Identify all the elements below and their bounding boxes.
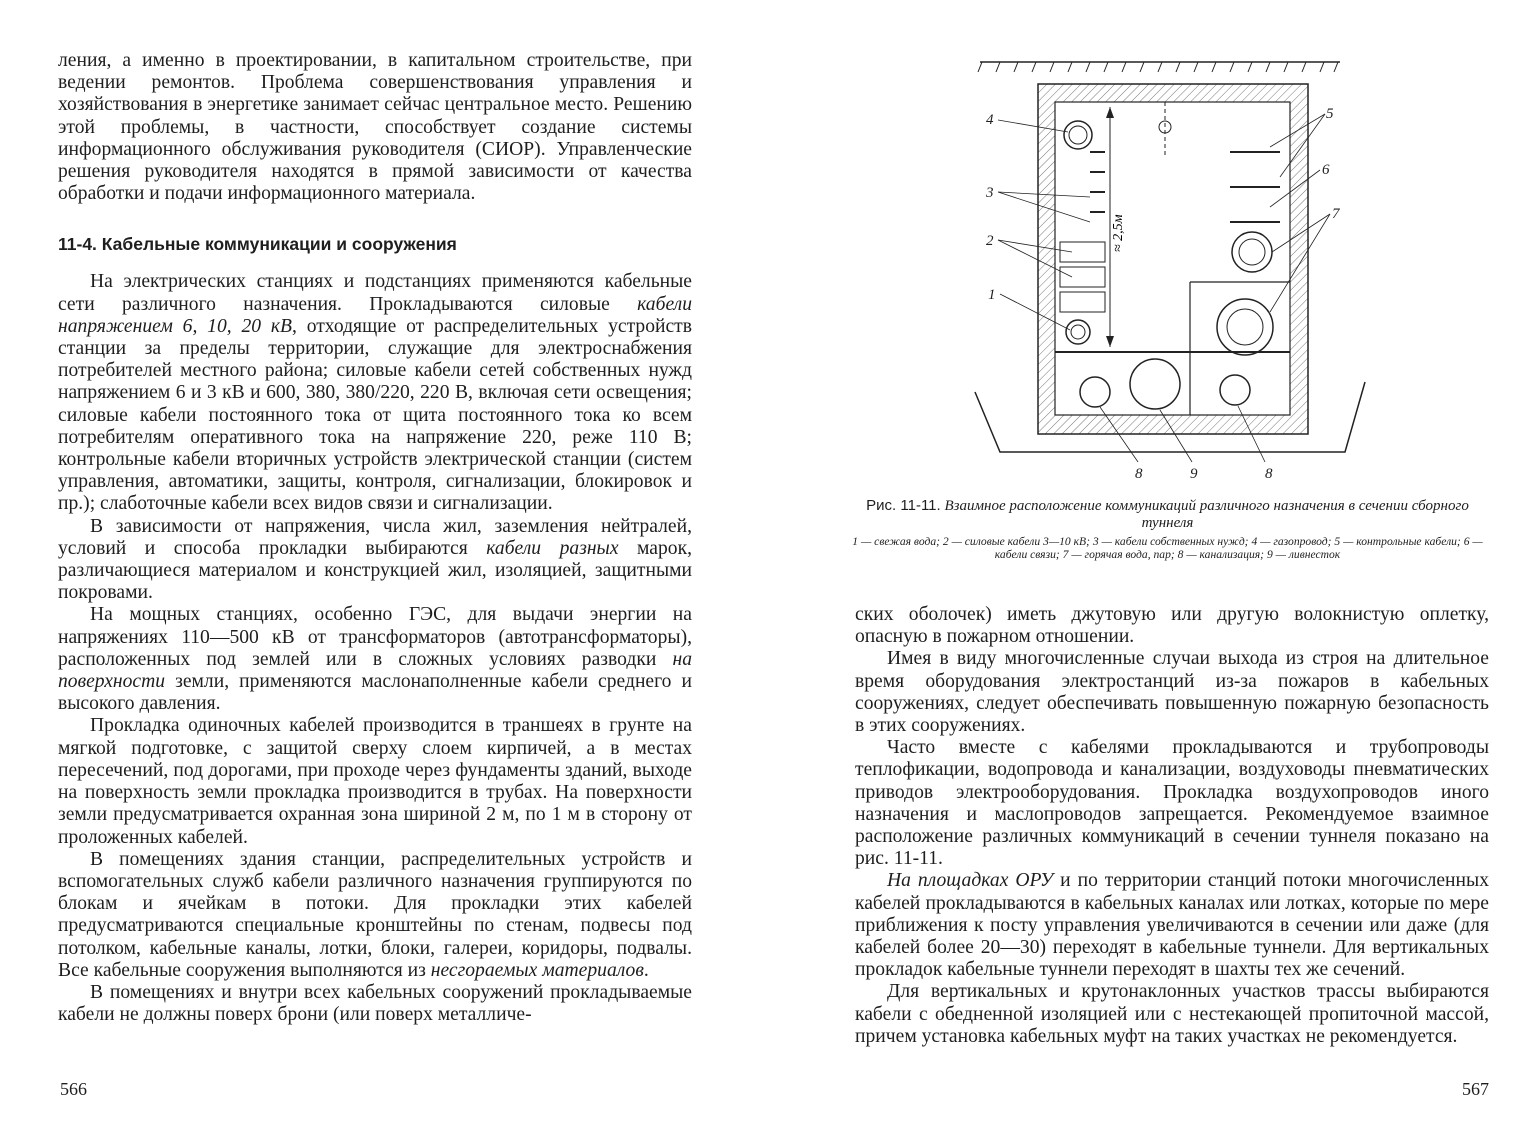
paragraph: Имея в виду многочисленные случаи выхода из строя на длительное время оборудования электростанций из-за пожаров в кабельных сооружениях, следует обеспечивать повышенную пожарную безопасность в этих сооружениях. [855,648,1489,737]
caption-legend: 1 — свежая вода; 2 — силовые кабели 3—10 кВ; 3 — кабели собственных нужд; 4 — газопровод; 5 — контрольные кабели; 6 — кабели связи; 7 — горячая вода, пар; 8 — канализация; 9 — ливнесток [852,535,1483,561]
section-heading: 11-4. Кабельные коммуникации и сооружения [58,234,457,255]
right-text-column [855,604,1489,1048]
figure-label-3: 3 [986,185,994,201]
paragraph: Для вертикальных и крутонаклонных участков трассы выбираются кабели с обедненной изоляцией или с нестекающей пропиточной массой, причем установка кабельных муфт на таких участках не рекомендуется. [855,981,1489,1047]
page-number: 567 [1462,1079,1489,1099]
page-number: 566 [60,1079,87,1099]
dimension-label: ≈ 2,5м [1111,214,1126,252]
figure-label-8: 8 [1135,466,1143,482]
figure-label-4: 4 [986,112,994,128]
left-page [0,0,768,1140]
paragraph: Прокладка одиночных кабелей производится в траншеях в грунте на мягкой подготовке, с защитой сверху слоем кирпичей, а в местах пересечений, под дорогами, при проходе через фундаменты зданий, выходе на поверхность земли прокладка производится в трубах. На поверхности земли предусматривается охранная зона шириной 2 м, по 1 м в сторону от проложенных кабелей. [58,715,692,848]
figure-label-2: 2 [986,233,994,249]
figure-label-5: 5 [1326,106,1334,122]
paragraph: На электрических станциях и подстанциях применяются кабельные сети различного назначения. Прокладываются силовые кабели напряжением 6, 10, 20 кВ, отходящие от распределительных устройств станции за пределы территории, служащие для электроснабжения потребителей местного района; силовые кабели сетей собственных нужд напряжением 6 и 3 кВ и 600, 380, 380/220, 220 В, включая сети освещения; силовые кабели постоянного тока от щита постоянного тока ко всем потребителям оперативного тока на напряжение 220, реже 110 В; контрольные кабели вторичных устройств электрической станции (систем управления, автоматики, защиты, контроля, сигнализации, блокировок и пр.); слаботочные кабели всех видов связи и сигнализации. [58,271,692,515]
paragraph: На мощных станциях, особенно ГЭС, для выдачи энергии на напряжениях 110—500 кВ от трансформаторов (автотрансформаторы), расположенных под землей или в сложных условиях разводки на поверхности земли, применяются маслонаполненные кабели среднего и высокого давления. [58,604,692,715]
tunnel-cross-section-figure [960,52,1380,492]
paragraph: На площадках ОРУ и по территории станций потоки многочисленных кабелей прокладываются в кабельных каналах или лотках, которые по мере приближения к посту управления увеличиваются в сечении или даже (для кабелей более 20—30) переходят в кабельные туннели. Для вертикальных прокладок кабельные туннели переходят в шахты тех же сечений. [855,870,1489,981]
paragraph: Часто вместе с кабелями прокладываются и трубопроводы теплофикации, водопровода и канализации, воздуховоды пневматических приводов электрооборудования. Прокладка воздухопроводов иного назначения и маслопроводов запрещается. Рекомендуемое взаимное расположение различных коммуникаций в сечении туннеля показано на рис. 11-11. [855,737,1489,870]
figure-label-8b: 8 [1265,466,1273,482]
figure-label-6: 6 [1322,162,1330,178]
figure-label-9: 9 [1190,466,1198,482]
paragraph: В помещениях и внутри всех кабельных сооружений прокладываемые кабели не должны поверх брони (или поверх металличе- [58,981,692,1026]
paragraph: В помещениях здания станции, распределительных устройств и вспомогательных служб кабели различного назначения группируются по блокам и ячейкам в потоки. Для прокладки этих кабелей предусматриваются специальные кронштейны по стенам, подвесы под потолком, кабельные каналы, лотки, блоки, галереи, коридоры, подвалы. Все кабельные сооружения выполняются из несгораемых материалов. [58,848,692,981]
paragraph: В зависимости от напряжения, числа жил, заземления нейтралей, условий и способа прокладки выбираются кабели разных марок, различающиеся материалом и конструкцией жил, изоляцией, защитными покровами. [58,515,693,604]
figure-label-7: 7 [1332,206,1340,222]
paragraph: ления, а именно в проектировании, в капитальном строительстве, при ведении ремонтов. Проблема совершенствования управления и хозяйствования в энергетике занимает сейчас центральное место. Решению этой проблемы, в частности, способствует создание системы информационного обслуживания руководителя (СИОР). Управленческие решения руководителя находятся в прямой зависимости от качества обработки и подачи информационного материала. [58,50,692,205]
tunnel-interior [1055,102,1290,415]
left-text-column [58,50,692,1026]
paragraph: ских оболочек) иметь джутовую или другую волокнистую оплетку, опасную в пожарном отношении. [855,604,1489,648]
figure-label-1: 1 [988,287,996,303]
figure-caption [845,497,1490,561]
caption-title: Рис. 11-11. Взаимное расположение коммуникаций различного назначения в сечении сборного туннеля [866,497,1469,531]
